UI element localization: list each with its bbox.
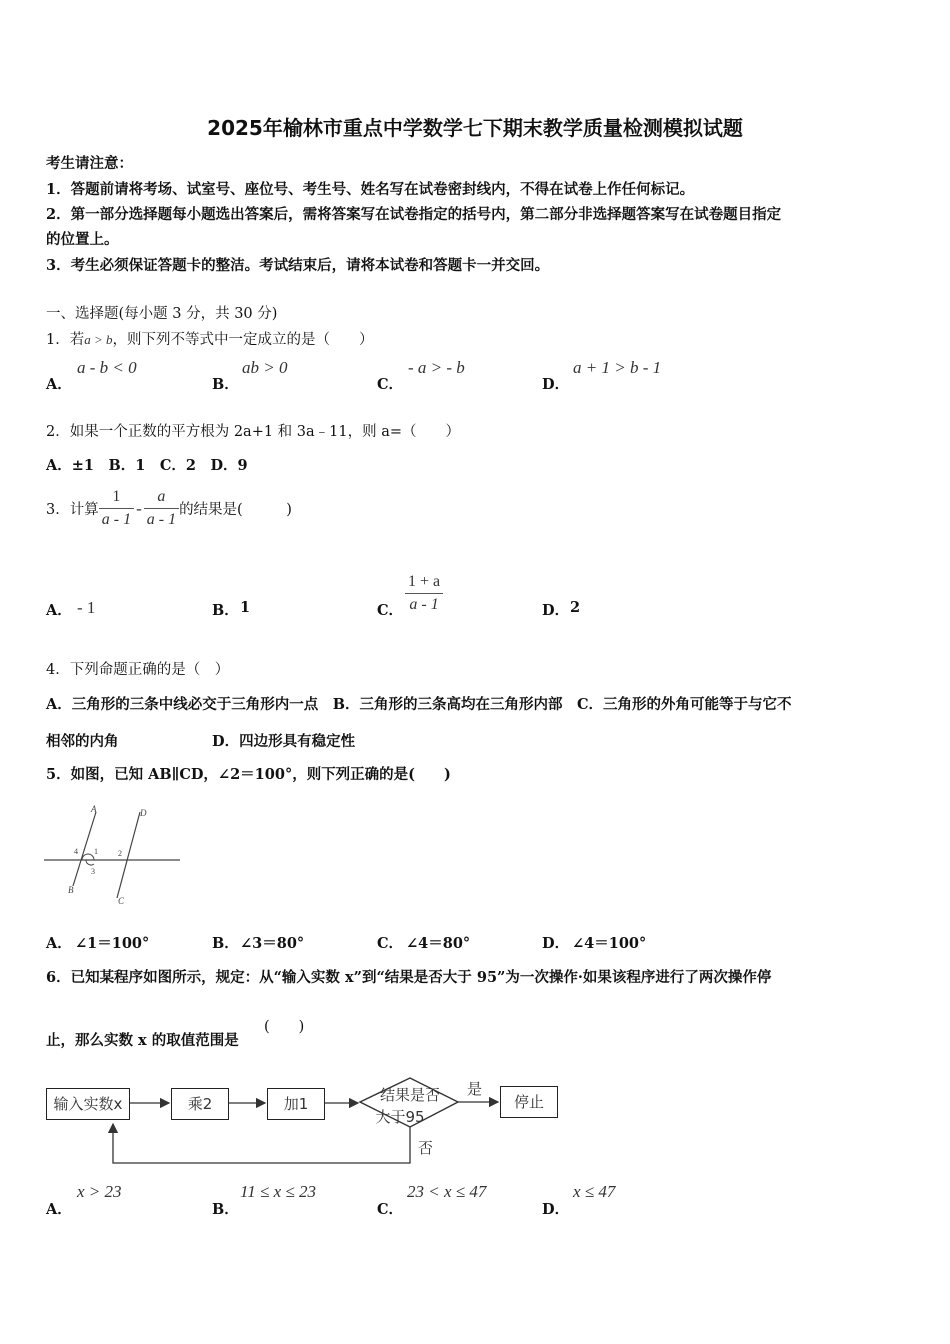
q1-suffix: ，则下列不等式中一定成立的是（ ） [112,332,374,348]
q1-option-d: a + 1 > b - 1 [573,358,662,377]
fig-label-1: 1 [94,847,98,856]
flow-stop-box: 停止 [500,1086,558,1118]
q5-label-c: C． [377,935,404,952]
q3-option-c [405,571,443,616]
fig-label-3: 3 [91,867,95,876]
q3-suffix: 的结果是( ) [179,502,292,518]
fig-label-d: D [140,808,147,818]
question-4: 4．下列命题正确的是（ ） [46,662,230,678]
q5-option-d: ∠4＝100° [572,935,647,952]
q3-option-d: 2 [570,599,581,616]
notice-item-2: 2．第一部分选择题每小题选出答案后，需将答案写在试卷指定的括号内，第二部分非选择题答案写在试卷题目指定 [46,206,782,223]
question-6-line-1: 6．已知某程序如图所示，规定：从“输入实数 x”到“结果是否大于 95”为一次操作·如果该程序进行了两次操作停 [46,969,772,986]
q1-option-b: ab > 0 [242,358,288,377]
flow-no-label: 否 [418,1139,434,1157]
question-2: 2．如果一个正数的平方根为 2a+1 和 3a﹣11，则 a=（ ） [46,424,461,440]
q3-minus: - [136,498,142,518]
fig-label-a: A [91,804,97,814]
q6-option-a: x > 23 [77,1182,122,1201]
notice-heading: 考生请注意： [46,155,133,172]
q1-option-c: - a > - b [408,358,465,377]
question-5: 5．如图，已知 AB∥CD，∠2＝100°，则下列正确的是( ) [46,766,451,783]
parallel-lines-figure [44,800,184,910]
page-title: 2025年榆林市重点中学数学七下期末教学质量检测模拟试题 [207,116,743,140]
q3-label-b: B． [212,602,239,619]
angle-arc-3 [86,860,94,865]
fig-label-2: 2 [118,849,122,858]
q6-answer-paren: ( ) [264,1019,305,1035]
question-3 [46,486,292,531]
q1-label-a: A． [46,376,72,393]
arrow-no-loop-back [113,1124,410,1163]
flow-yes-label: 是 [467,1080,483,1098]
q5-label-b: B． [212,935,239,952]
fig-label-c: C [118,896,125,906]
q5-option-c: ∠4＝80° [406,935,471,952]
flow-add-box: 加1 [267,1088,325,1120]
section-heading: 一、选择题(每小题 3 分，共 30 分) [46,306,278,322]
q3-option-c-den: a - 1 [409,596,439,613]
q1-option-a: a - b < 0 [77,358,137,377]
q6-option-c: 23 < x ≤ 47 [407,1182,487,1201]
q5-option-b: ∠3＝80° [240,935,305,952]
flow-multiply-box: 乘2 [171,1088,229,1120]
q3-fraction-1 [99,486,134,531]
q3-option-b: 1 [240,599,251,616]
q1-label-c: C． [377,376,404,393]
q2-options: A．±1 B．1 C．2 D．9 [46,457,248,474]
q6-option-b: 11 ≤ x ≤ 23 [240,1182,316,1201]
q6-label-d: D． [542,1201,570,1218]
q1-prefix: 1．若 [46,332,85,348]
q3-prefix: 3．计算 [46,502,99,518]
q6-label-c: C． [377,1201,404,1218]
angle-arc-4 [82,854,94,860]
q6-label-a: A． [46,1201,72,1218]
q4-options-line-1: A．三角形的三条中线必交于三角形内一点 B．三角形的三条高均在三角形内部 C．三角形的外角可能等于与它不 [46,696,792,713]
flow-input-box: 输入实数x [46,1088,130,1120]
q3-fraction-2-num: a [144,486,179,509]
q4-options-line-2a: 相邻的内角 [46,733,119,750]
notice-item-1: 1．答题前请将考场、试室号、座位号、考生号、姓名写在试卷密封线内，不得在试卷上作任何标记。 [46,181,695,198]
q3-label-c: C． [377,602,404,619]
fig-label-b: B [68,885,74,895]
question-6-line-2: 止，那么实数 x 的取值范围是 [46,1032,239,1049]
flow-condition-line-2: 大于95 [375,1108,425,1126]
flow-condition-line-1: 结果是否 [379,1086,441,1104]
q6-option-d: x ≤ 47 [573,1182,616,1201]
q5-label-a: A． [46,935,72,952]
q3-fraction-1-den: a - 1 [101,511,132,528]
q3-fraction-1-num: 1 [99,486,134,509]
q3-label-d: D． [542,602,570,619]
q1-label-b: B． [212,376,239,393]
question-1 [46,328,374,349]
fig-label-4: 4 [74,847,78,856]
q3-option-c-num: 1 + a [405,571,443,594]
q5-label-d: D． [542,935,570,952]
q3-option-a: - 1 [77,598,96,617]
q3-fraction-2-den: a - 1 [146,511,177,528]
q6-label-b: B． [212,1201,239,1218]
q1-label-d: D． [542,376,570,393]
q4-option-d: D．四边形具有稳定性 [212,733,356,750]
q1-condition: a > b [84,332,113,347]
q3-label-a: A． [46,602,72,619]
q3-fraction-2 [144,486,179,531]
notice-item-3: 3．考生必须保证答题卡的整洁。考试结束后，请将本试卷和答题卡一并交回。 [46,257,550,274]
q5-option-a: ∠1＝100° [75,935,150,952]
flow-connectors [40,1070,570,1170]
notice-item-2-cont: 的位置上。 [46,231,119,248]
